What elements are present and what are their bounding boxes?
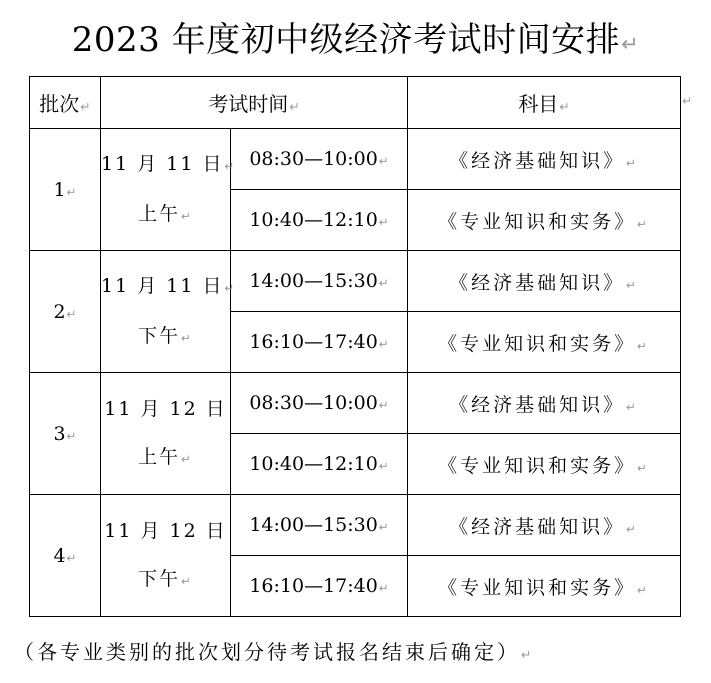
session-time-cell: 08:30—10:00↵ (231, 373, 408, 434)
session-time-cell: 16:10—17:40↵ (231, 312, 408, 373)
batch-number-cell: 1↵ (30, 129, 101, 251)
batch-date-cell: 11 月 12 日 下午↵ (101, 495, 231, 617)
table-row (30, 495, 681, 556)
session-time-cell: 14:00—15:30↵ (231, 251, 408, 312)
footnote (14, 637, 534, 670)
session-subject-cell: 《经济基础知识》↵ (408, 373, 681, 434)
footnote-text: （各专业类别的批次划分待考试报名结束后确定） (14, 640, 520, 664)
paragraph-mark-icon: ↵ (621, 31, 640, 56)
paragraph-mark-icon: ↵ (521, 647, 535, 662)
batch-number-cell: 4↵ (30, 495, 101, 617)
batch-date-cell: 11 月 11 日↵ 下午↵ (101, 251, 231, 373)
session-subject-cell: 《专业知识和实务》↵ (408, 556, 681, 617)
session-subject-cell: 《经济基础知识》↵ (408, 495, 681, 556)
session-subject-cell: 《专业知识和实务》↵ (408, 312, 681, 373)
session-subject-cell: 《经济基础知识》↵ (408, 251, 681, 312)
session-subject-cell: 《专业知识和实务》↵ (408, 434, 681, 495)
batch-date-cell: 11 月 11 日↵ 上午↵ (101, 129, 231, 251)
batch-number-cell: 2↵ (30, 251, 101, 373)
header-subject: 科目↵ (408, 77, 681, 129)
row-end-mark-icon: ↵ (682, 94, 693, 108)
page-title (0, 18, 711, 66)
session-subject-cell: 《经济基础知识》↵ (408, 129, 681, 190)
session-time-cell: 10:40—12:10↵ (231, 434, 408, 495)
table-header-row (30, 77, 681, 129)
exam-schedule-table (29, 76, 681, 617)
session-time-cell: 14:00—15:30↵ (231, 495, 408, 556)
session-time-cell: 16:10—17:40↵ (231, 556, 408, 617)
session-time-cell: 08:30—10:00↵ (231, 129, 408, 190)
batch-date-cell: 11 月 12 日 上午↵ (101, 373, 231, 495)
table-row (30, 129, 681, 190)
header-batch: 批次↵ (30, 77, 101, 129)
session-time-cell: 10:40—12:10↵ (231, 190, 408, 251)
title-text: 2023 年度初中级经济考试时间安排 (71, 20, 621, 60)
header-exam-time: 考试时间↵ (101, 77, 408, 129)
session-subject-cell: 《专业知识和实务》↵ (408, 190, 681, 251)
batch-number-cell: 3↵ (30, 373, 101, 495)
table-row (30, 373, 681, 434)
table-row (30, 251, 681, 312)
